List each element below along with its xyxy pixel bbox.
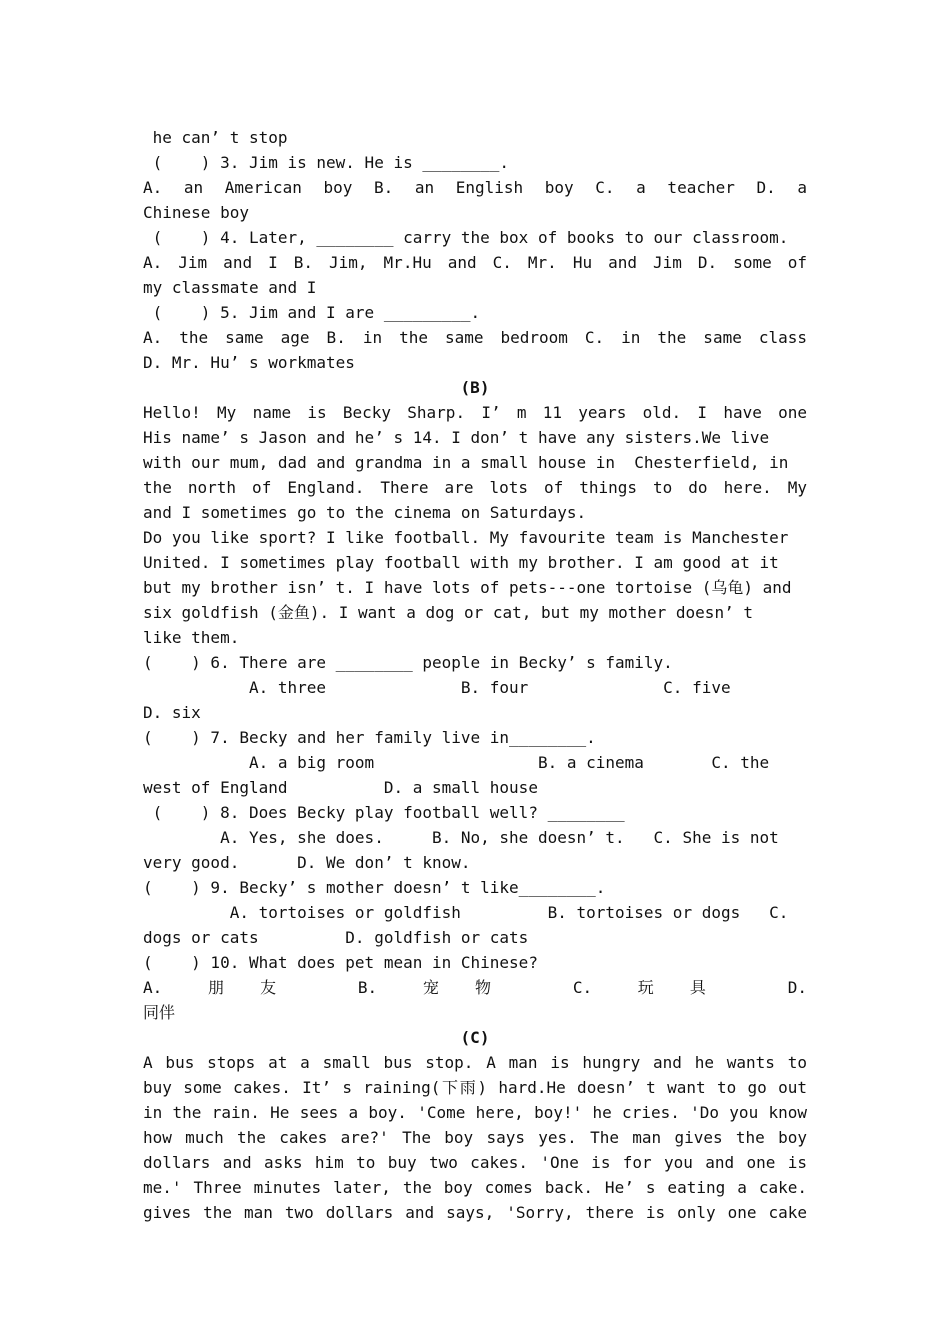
question-6-options: A. three B. four C. five [143, 678, 731, 697]
section-heading-b: (B) [460, 378, 490, 397]
question-4: ( ) 4. Later, ________ carry the box of books to our classroom. [143, 228, 789, 247]
question-10: ( ) 10. What does pet mean in Chinese? [143, 953, 538, 972]
text-line: 同伴 [143, 1003, 176, 1022]
passage-c-line: dollars and asks him to buy two cakes. 'One is for you and one is [143, 1153, 807, 1172]
passage-b-line: the north of England. There are lots of things to do here. My [143, 478, 807, 497]
question-3: ( ) 3. Jim is new. He is ________. [143, 153, 510, 172]
passage-c-line: buy some cakes. It’ s raining(下雨) hard.He doesn’ t want to go out [143, 1078, 807, 1097]
question-8: ( ) 8. Does Becky play football well? ________ [143, 803, 625, 822]
section-heading-c: (C) [460, 1028, 490, 1047]
question-8-options: A. Yes, she does. B. No, she doesn’ t. C. She is not [143, 828, 779, 847]
question-7-options: A. a big room B. a cinema C. the [143, 753, 770, 772]
text-line: D. six [143, 703, 201, 722]
question-9-options: A. tortoises or goldfish B. tortoises or dogs C. [143, 903, 789, 922]
text-line: Chinese boy [143, 203, 249, 222]
question-4-options: A. Jim and I B. Jim, Mr.Hu and C. Mr. Hu and Jim D. some of [143, 253, 807, 272]
worksheet-page [143, 125, 807, 1225]
passage-b-line: United. I sometimes play football with my brother. I am good at it [143, 553, 779, 572]
question-7: ( ) 7. Becky and her family live in________. [143, 728, 596, 747]
question-9: ( ) 9. Becky’ s mother doesn’ t like________. [143, 878, 606, 897]
text-line: D. Mr. Hu’ s workmates [143, 353, 355, 372]
question-3-options: A. an American boy B. an English boy C. a teacher D. a [143, 178, 807, 197]
passage-c-line: A bus stops at a small bus stop. A man is hungry and he wants to [143, 1053, 807, 1072]
text-line: he can’ t stop [143, 128, 288, 147]
passage-b-line: and I sometimes go to the cinema on Saturdays. [143, 503, 587, 522]
passage-b-line: but my brother isn’ t. I have lots of pets---one tortoise (乌龟) and [143, 578, 792, 597]
question-10-options: A. 朋友 B. 宠物 C. 玩具 D. [143, 978, 807, 997]
passage-c-line: how much the cakes are?' The boy says yes. The man gives the boy [143, 1128, 807, 1147]
text-line: very good. D. We don’ t know. [143, 853, 471, 872]
question-5: ( ) 5. Jim and I are _________. [143, 303, 481, 322]
passage-b-line: His name’ s Jason and he’ s 14. I don’ t have any sisters.We live [143, 428, 770, 447]
text-line: dogs or cats D. goldfish or cats [143, 928, 529, 947]
question-5-options: A. the same age B. in the same bedroom C. in the same class [143, 328, 807, 347]
passage-b-line: Hello! My name is Becky Sharp. I’ m 11 years old. I have one [143, 403, 807, 422]
question-6: ( ) 6. There are ________ people in Becky’ s family. [143, 653, 673, 672]
passage-b-line: six goldfish (金鱼). I want a dog or cat, but my mother doesn’ t [143, 603, 753, 622]
text-line: my classmate and I [143, 278, 317, 297]
passage-b-line: with our mum, dad and grandma in a small house in Chesterfield, in [143, 453, 789, 472]
passage-c-line: gives the man two dollars and says, 'Sorry, there is only one cake [143, 1203, 807, 1222]
text-line: west of England D. a small house [143, 778, 538, 797]
passage-b-line: Do you like sport? I like football. My favourite team is Manchester [143, 528, 789, 547]
passage-c-line: me.' Three minutes later, the boy comes back. He’ s eating a cake. [143, 1178, 807, 1197]
passage-b-line: like them. [143, 628, 240, 647]
passage-c-line: in the rain. He sees a boy. 'Come here, boy!' he cries. 'Do you know [143, 1103, 807, 1122]
